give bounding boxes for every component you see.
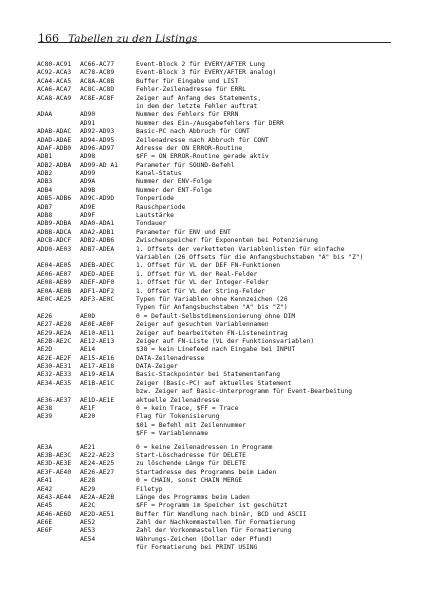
row-description: Flag für Tokenisierung [136,413,220,421]
address-cpc664: ADEB-ADEC [80,262,115,270]
table-row [37,477,397,485]
address-cpc664: AE12-AE13 [80,337,115,345]
row-description: 1. Offset für VL der String-Felder [136,287,265,295]
address-cpc664: AE15-AE16 [80,354,115,362]
table-row [37,237,397,245]
address-cpc464: AE30-AE31 [37,363,72,371]
address-cpc664: ADED-ADEE [80,270,115,278]
table-row [37,304,397,312]
table-row [37,405,397,413]
table-row [37,346,397,354]
table-row [37,380,397,388]
address-cpc664: AE14 [80,346,96,354]
table-row [37,111,397,119]
address-cpc464: ADB2-ADBA [37,161,72,169]
address-cpc664: AC8A-AC8B [80,77,115,85]
address-cpc664: AE24-AE25 [80,460,115,468]
address-cpc464: AE3D-AE3E [37,460,72,468]
address-cpc464: AE45 [37,502,53,510]
address-cpc464: ADB2 [37,170,53,178]
address-cpc664: AE22-AE23 [80,451,115,459]
address-cpc464: AE04-AE05 [37,262,72,270]
address-cpc464: AE6F [37,527,53,535]
address-cpc464: AE0A-AE0B [37,287,72,295]
row-description: 1. Offset für VL der DEF FN-Funktionen [136,262,281,270]
page-title: Tabellen zu den Listings [68,33,198,45]
address-cpc464: AC80-AC91 [37,61,72,68]
row-description: Startadresse des Programms beim Laden [136,468,277,476]
address-cpc664: AC8C-AC8D [80,86,115,94]
row-description: Rauschperiode [136,203,186,211]
row-description: 0 = kein Trace, $FF = Trace [136,405,239,413]
table-row [37,162,397,170]
address-cpc664: AE2C [80,502,96,510]
row-description: Nummer des Fehlers für ERRN [136,111,239,119]
table-row [37,204,397,212]
address-cpc464: AE06-AE07 [37,270,72,278]
row-description: Fehler-Zeilenadresse für ERRL [136,86,246,94]
row-description: aktuelle Zeilenadresse [136,396,220,404]
address-cpc664: AD9B [80,186,96,194]
row-description: DATA-Zeiger [136,363,178,371]
table-row [37,195,397,203]
row-description: 0 = keine Zeilenadressen in Programm [136,443,273,451]
row-description: Nummer des Ein-/Ausgabefehlers für DERR [136,119,284,127]
address-cpc464: AE36-AE37 [37,396,72,404]
row-description: $FF = Variablenname [136,430,209,438]
address-cpc464: AE32-AE33 [37,371,72,379]
table-row [37,460,397,468]
table-row [37,452,397,460]
row-description: 0 = Default-Selbstdimensionierung ohne DIM [136,312,296,320]
address-cpc464: AE43-AE44 [37,493,72,501]
row-description: Parameter für ENV und ENT [136,228,231,236]
address-cpc664: AC66-AC77 [80,61,115,68]
address-cpc464: ADD0-AE03 [37,245,72,253]
address-cpc664: AE0D [80,312,96,320]
address-cpc664: AE53 [80,527,96,535]
table-row [37,536,397,544]
address-cpc464: ACA6-ACA7 [37,86,72,94]
address-cpc464: ADB4 [37,186,53,194]
row-description: Tonperiode [136,195,174,203]
address-cpc464: ACA4-ACA5 [37,77,72,85]
address-cpc664: AE21 [80,443,96,451]
table-row [37,486,397,494]
row-description: zu löschende Länge für DELETE [136,460,246,468]
table-row [37,69,397,77]
address-cpc664: AE10-AE11 [80,329,115,337]
row-description: Start-Löschadresse für DELETE [136,451,246,459]
table-row [37,120,397,128]
address-cpc464: ADB7 [37,203,53,211]
address-cpc464: ADAF-ADB0 [37,144,72,152]
row-description: Variablen (26 Offsets für die Anfangsbuchstaben "A" bis "Z") [136,253,364,261]
row-description: $FF = ON ERROR-Routine gerade aktiv [136,153,269,161]
table-row [37,363,397,371]
row-description: $FF = Programm im Speicher ist geschützt [136,502,288,510]
address-cpc464: AE38 [37,405,53,413]
address-cpc664: ADA0-ADA1 [80,220,115,228]
table-row [37,262,397,270]
row-description: Event-Block 3 für EVERY/AFTER analog) [136,69,277,77]
table-row [37,246,397,254]
table-row [37,544,397,552]
address-cpc664: AD90 [80,111,96,119]
table-row [37,170,397,178]
address-cpc464: ADB5-ADB6 [37,195,72,203]
address-cpc464: AE41 [37,477,53,485]
table-row [37,519,397,527]
row-description: Lautstärke [136,212,174,220]
address-cpc464: ADAA [37,111,53,119]
address-cpc464: ACA8-ACA9 [37,94,72,102]
table-row [37,330,397,338]
table-row [37,61,397,69]
address-cpc464: ADB8 [37,212,53,220]
row-description: Filetyp [136,485,163,493]
row-description: bzw. Zeiger auf Basic-Unterprogramm für Event-Bearbeitung [136,388,353,396]
table-row [37,388,397,396]
address-cpc664: AE52 [80,519,96,527]
address-cpc664: AE28 [80,477,96,485]
row-description: Parameter für SOUND-Befehl [136,161,235,169]
address-cpc664: AE2D-AE51 [80,510,115,518]
address-cpc664: AD9E [80,203,96,211]
row-description: für Formatierung bei PRINT USING [136,544,258,552]
row-description: Zeiger auf Anfang des Statements, [136,94,262,102]
address-cpc664: AC78-AC89 [80,69,115,77]
address-cpc664: AD92-AD93 [80,128,115,136]
table-row [37,103,397,111]
table-row [37,422,397,430]
address-cpc464: ADAD-ADAE [37,136,72,144]
table-row [37,430,397,438]
header-rule [38,42,391,43]
address-cpc664: AE1B-AE1C [80,379,115,387]
row-description: $38 = kein Linefeed nach Eingabe bei INPUT [136,346,296,354]
page-number: 166 [38,32,59,45]
address-cpc664: AE1F [80,405,96,413]
address-cpc664: AC8E-AC8F [80,94,115,102]
address-cpc464: AE6E [37,519,53,527]
row-description: $01 = Befehl mit Zeilennummer [136,421,246,429]
table-row [37,137,397,145]
table-row [37,413,397,421]
table-row [37,444,397,452]
table-row [37,95,397,103]
address-cpc664: ADA2-ADB1 [80,228,115,236]
table-row [37,220,397,228]
table-row [37,296,397,304]
address-cpc664: AE26-AE27 [80,468,115,476]
address-cpc664: AD9F [80,212,96,220]
row-description: Event-Block 2 für EVERY/AFTER Lung [136,61,265,68]
address-cpc464: ADAB-ADAC [37,128,72,136]
address-cpc464: AE39 [37,413,53,421]
table-row [37,313,397,321]
address-cpc464: AE29-AE2A [37,329,72,337]
table-row [37,494,397,502]
table-row [37,371,397,379]
row-description: Zahl der Vorkommastellen für Formatierung [136,527,292,535]
address-cpc664: ADF3-AE0C [80,295,115,303]
row-description: Zahl der Nachkommastellen für Formatierung [136,519,296,527]
address-cpc664: AD94-AD95 [80,136,115,144]
address-cpc664: AE29 [80,485,96,493]
row-description: Tondauer [136,220,167,228]
row-description: Basic-PC nach Abbruch für CONT [136,128,250,136]
address-cpc464: AE2B-AE2C [37,337,72,345]
address-cpc664: AD96-AD97 [80,144,115,152]
row-description: 1. Offset für VL der Integer-Felder [136,279,269,287]
address-cpc464: AE3B-AE3C [37,451,72,459]
address-cpc664: ADB2-ADB6 [80,237,115,245]
table-row [37,178,397,186]
row-description: Nummer der ENT-Folge [136,186,212,194]
table-row [37,153,397,161]
row-description: Zeiger (Basic-PC) auf aktuelles Statement [136,379,292,387]
row-description: Buffer für Eingabe und LIST [136,77,239,85]
address-cpc664: AE2A-AE2B [80,493,115,501]
address-cpc664: AE19-AE1A [80,371,115,379]
address-cpc464: AE3F-AE40 [37,468,72,476]
row-description: 0 = CHAIN, sonst CHAIN MERGE [136,477,243,485]
address-cpc664: AD98 [80,153,96,161]
address-cpc664: AE20 [80,413,96,421]
address-cpc464: AE27-AE28 [37,321,72,329]
address-table [37,61,397,553]
address-cpc464: AE42 [37,485,53,493]
row-description: Zeiger auf gesuchten Variablennamen [136,321,269,329]
address-cpc664: AD99-AD A1 [80,161,118,169]
address-cpc664: AE0E-AE0F [80,321,115,329]
row-description: Basic-Stackpointer bei Statementanfang [136,371,281,379]
row-description: Typen für Variablen ohne Kennzeichen (26 [136,295,288,303]
table-row [37,187,397,195]
row-description: Zeilenadresse nach Abbruch für CONT [136,136,269,144]
address-cpc464: ADB9-ADBA [37,220,72,228]
table-row [37,321,397,329]
address-cpc464: AE2E-AE2F [37,354,72,362]
address-cpc464: AE46-AE6D [37,510,72,518]
address-cpc664: AD9A [80,178,96,186]
address-cpc664: ADEF-ADF0 [80,279,115,287]
address-cpc664: AE17-AE18 [80,363,115,371]
row-description: Buffer für Wandlung nach binär, BCD und ASCII [136,510,307,518]
table-row [37,78,397,86]
address-cpc464: AE0C-AE25 [37,295,72,303]
address-cpc464: AE08-AE09 [37,279,72,287]
table-row [37,288,397,296]
row-description: Zeiger auf FN-Liste (VL der Funktionsvariablen) [136,337,315,345]
row-description: Zeiger auf bearbeiteten FN-Listeneintrag [136,329,288,337]
table-row [37,527,397,535]
address-cpc464: AE26 [37,312,53,320]
row-description: Länge des Programms beim Laden [136,493,250,501]
table-row [37,397,397,405]
address-cpc664: AD91 [80,119,96,127]
address-cpc464: AE3A [37,443,53,451]
address-cpc664: AE54 [80,535,96,543]
table-row [37,502,397,510]
address-cpc664: AD9C-AD9D [80,195,115,203]
address-cpc464: AE34-AE35 [37,379,72,387]
address-cpc464: ADB1 [37,153,53,161]
table-row [37,145,397,153]
row-description: in dem der letzte Fehler auftrat [136,102,258,110]
address-cpc464: ADCB-ADCF [37,237,72,245]
address-cpc664: AE1D-AE1E [80,396,115,404]
row-description: 1. Offsets der verketteten Variablenlisten für einfache [136,245,345,253]
table-row [37,279,397,287]
table-row [37,128,397,136]
address-cpc464: ADB3 [37,178,53,186]
table-row [37,355,397,363]
table-row [37,86,397,94]
row-description: 1. Offset für VL der Real-Felder [136,270,258,278]
row-description: Kanal-Status [136,170,182,178]
row-description: Adresse der ON ERROR-Routine [136,144,243,152]
row-description: Typen für Anfangsbuchstaben "A" bis "Z") [136,304,288,312]
row-description: DATA-Zeilenadresse [136,354,205,362]
address-cpc664: AD99 [80,170,96,178]
address-cpc664: ADF1-ADF2 [80,287,115,295]
row-description: Zwischenspeicher für Exponenten bei Potenzierung [136,237,318,245]
table-row [37,469,397,477]
table-row [37,212,397,220]
table-row [37,338,397,346]
address-cpc464: AC92-ACA3 [37,69,72,77]
table-row [37,254,397,262]
address-cpc664: ADB7-ADEA [80,245,115,253]
row-description: Währungs-Zeichen (Dollar oder Pfund) [136,535,273,543]
address-cpc464: ADBB-ADCA [37,228,72,236]
address-cpc464: AE2D [37,346,53,354]
page-header [38,27,198,45]
table-row [37,229,397,237]
table-row [37,511,397,519]
table-row [37,271,397,279]
row-description: Nummer der ENV-Folge [136,178,212,186]
